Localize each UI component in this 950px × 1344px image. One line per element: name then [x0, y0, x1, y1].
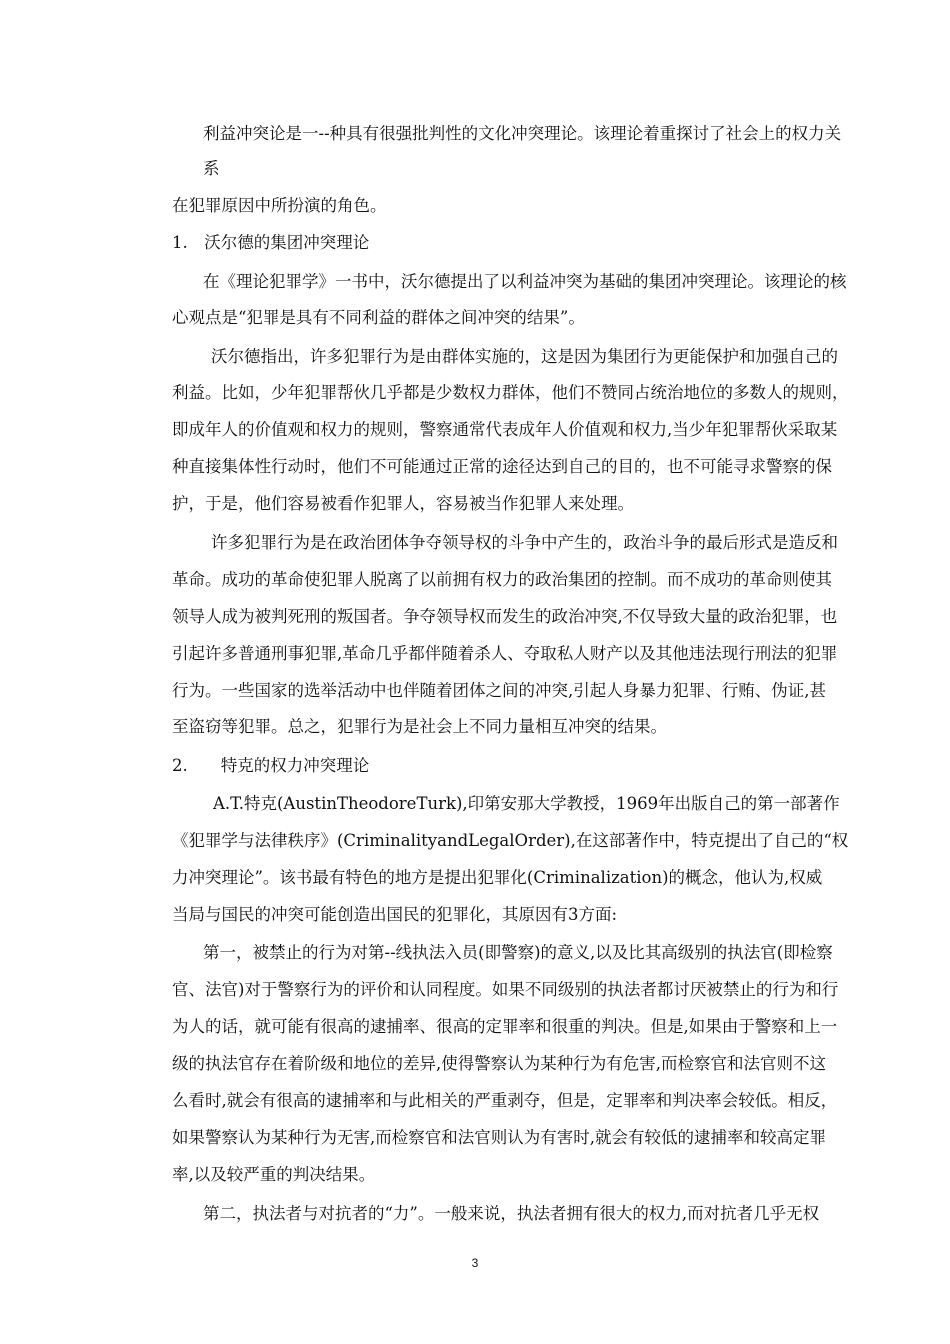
page-number: 3: [471, 1256, 479, 1270]
body-text-line: 级的执法官存在着阶级和地位的差异,使得警察认为某种行为有危害,而检察官和法官则不这: [172, 1054, 826, 1073]
body-text-line: 率,以及较严重的判决结果。: [172, 1165, 376, 1184]
body-text-line: 利益冲突论是一--种具有很强批判性的文化冲突理论。该理论着重探讨了社会上的权力关: [203, 124, 842, 143]
body-text-line: 在犯罪原因中所扮演的角色。: [172, 196, 387, 215]
body-text-line: 《犯罪学与法律秩序》(CriminalityandLegalOrder),在这部著作中，特克提出了自己的“权: [172, 831, 849, 850]
body-text-line: 系: [203, 159, 220, 178]
body-text-line: 领导人成为被判死刑的叛国者。争夺领导权而发生的政治冲突,不仅导致大量的政治犯罪，也: [172, 607, 838, 626]
body-text-line: 利益。比如，少年犯罪帮伙几乎都是少数权力群体，他们不赞同占统治地位的多数人的规则，: [172, 383, 849, 402]
body-text-line: 护，于是，他们容易被看作犯罪人，容易被当作犯罪人来处理。: [172, 494, 634, 513]
body-text-line: 种直接集体性行动时，他们不可能通过正常的途径达到自己的目的，也不可能寻求警察的保: [172, 457, 832, 476]
body-text-line: 革命。成功的革命使犯罪人脱离了以前拥有权力的政治集团的控制。而不成功的革命则使其: [172, 570, 832, 589]
body-text-line: A.T.特克(AustinTheodoreTurk),印第安那大学教授，1969年出版自己的第一部著作: [213, 794, 840, 813]
body-text-line: 官、法官)对于警察行为的评价和认同程度。如果不同级别的执法者都讨厌被禁止的行为和行: [172, 980, 839, 999]
body-text-line: 如果警察认为某种行为无害,而检察官和法官则认为有害时,就会有较低的逮捕率和较高定罪: [172, 1128, 826, 1147]
body-text-line: 许多犯罪行为是在政治团体争夺领导权的斗争中产生的，政治斗争的最后形式是造反和: [211, 533, 838, 552]
body-text-line: 么看时,就会有很高的逮捕率和与此相关的严重剥夺，但是，定罪率和判决率会较低。相反，: [172, 1091, 838, 1110]
body-text-line: 沃尔德指出，许多犯罪行为是由群体实施的，这是因为集团行为更能保护和加强自己的: [211, 347, 838, 366]
body-text-line: 第一，被禁止的行为对第--线执法入员(即警察)的意义,以及比其高级别的执法官(即检察: [203, 943, 833, 962]
body-text-line: 心观点是“犯罪是具有不同利益的群体之间冲突的结果”。: [172, 308, 585, 327]
body-text-line: 力冲突理论”。该书最有特色的地方是提出犯罪化(Criminalization)的概念，他认为,权威: [172, 868, 823, 887]
body-text-line: 至盗窃等犯罪。总之，犯罪行为是社会上不同力量相互冲突的结果。: [172, 717, 667, 736]
body-text-line: 当局与国民的冲突可能创造出国民的犯罪化，其原因有3方面:: [172, 905, 618, 924]
body-text-line: 行为。一些国家的选举活动中也伴随着团体之间的冲突,引起人身暴力犯罪、行贿、伪证,甚: [172, 681, 826, 700]
body-text-line: 为人的话，就可能有很高的逮捕率、很高的定罪率和很重的判决。但是,如果由于警察和上一: [172, 1017, 838, 1036]
body-text-line: 第二，执法者与对抗者的“力”。一般来说，执法者拥有很大的权力,而对抗者几乎无权: [203, 1204, 820, 1223]
body-text-line: 即成年人的价值观和权力的规则，警察通常代表成年人价值观和权力,当少年犯罪帮伙采取某: [172, 420, 838, 439]
section-heading: 2. 特克的权力冲突理论: [172, 756, 370, 775]
body-text-line: 引起许多普通刑事犯罪,革命几乎都伴随着杀人、夺取私人财产以及其他违法现行刑法的犯罪: [172, 644, 838, 663]
body-text-line: 在《理论犯罪学》一书中，沃尔德提出了以利益冲突为基础的集团冲突理论。该理论的核: [203, 272, 847, 291]
section-heading: 1. 沃尔德的集团冲突理论: [172, 233, 370, 252]
